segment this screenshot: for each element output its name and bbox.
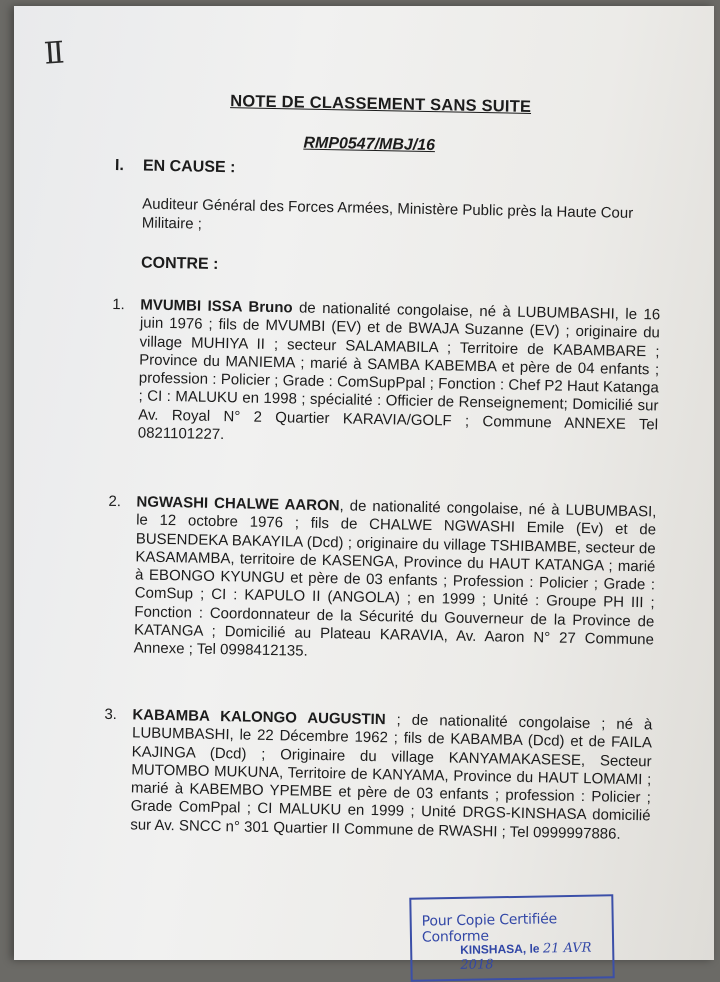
margin-mark: Ⅱ: [42, 35, 66, 72]
section-number: I.: [114, 156, 125, 175]
certification-stamp: [409, 894, 614, 982]
accused-entry: [130, 706, 652, 844]
accused-name: KABAMBA KALONGO AUGUSTIN: [132, 706, 386, 729]
stamp-date: 21 AVR 2018: [460, 940, 592, 973]
accused-details: de nationalité congolaise, né à LUBUMBASHI, le 16 juin 1976 ; fils de MVUMBI (EV) et de BWAJA Suzanne (EV) ; originaire du village MUHIYA II ; secteur SALAMABILA ; Territoire de KABAMBARE ; Province du MANIEMA ; marié à SAMBA KABEMBA et père de 04 enfants ; profession : Policier ; Grade : ComSupPpal ; Fonction : Chef P2 Haut Katanga ; CI : MALUKU en 1998 ; spécialité : Officier de Renseignement; Domicilié sur Av. Royal N° 2 Quartier KARAVIA/GOLF ; Commune ANNEXE Tel 0821101227.: [137, 299, 661, 444]
document-body: [14, 6, 714, 843]
accused-name: NGWASHI CHALWE AARON: [136, 493, 340, 515]
accused-details: , de nationalité congolaise, né à LUBUMBASI, le 12 octobre 1976 ; fils de CHALWE NGWASHI Emile (Ev) et de BUSENDEKA BAKAYILA (Dcd) ; originaire du village TSHIBAMBE, secteur de KASAMAMBA, territoire de KASENGA, Province du HAUT KATANGA ; marié à EBONGO KYUNGU et père de 03 enfants ; Profession : Policier ; Grade : ComSup ; CI : KAPULO II (ANGOLA) ; en 1999 ; Unité : Groupe PH III ; Fonction : Coordonnateur de la Sécurité du Gouverneur de la Province de KATANGA ; Domicilié au Plateau KARAVIA, Av. Aaron N° 27 Commune Annexe ; Tel 0998412135.: [133, 497, 657, 661]
accused-number: 1.: [112, 295, 125, 314]
accused-number: 3.: [104, 705, 118, 724]
accused-name: MVUMBI ISSA Bruno: [140, 296, 293, 317]
accused-entry: [138, 296, 661, 452]
document-title: NOTE DE CLASSEMENT SANS SUITE: [230, 92, 532, 116]
stamp-city: KINSHASA, le: [460, 941, 540, 957]
accused-details: ; de nationalité congolaise ; né à LUBUMBASHI, le 22 Décembre 1962 ; fils de KABAMBA (Dcd) et de FAILA KAJINGA (Dcd) ; Originaire du village KANYAMAKASESE, Secteur MUTOMBO MUKUNA, Territoire de KANYAMA, Province du HAUT LOMAMI ; marié à KABEMBO YPEMBE et père de 03 enfants ; profession : Policier ; Grade ComPpal ; CI MALUKU en 1999 ; Unité DRGS-KINSHASA domicilié sur Av. SNCC n° 301 Quartier II Commune de RWASHI ; Tel 0999997886.: [130, 711, 653, 843]
accused-number: 2.: [108, 492, 122, 511]
document-page: [14, 6, 714, 973]
plaintiff-party: Auditeur Général des Forces Armées, Ministère Public près la Haute Cour Militaire ;: [141, 195, 634, 233]
accused-entry: [134, 493, 657, 668]
stamp-location-date: [460, 940, 613, 973]
stamp-title: Pour Copie Certifiée Conforme: [421, 911, 558, 946]
section-label: EN CAUSE :: [142, 157, 236, 177]
against-label: CONTRE :: [140, 254, 219, 273]
document-reference: RMP0547/MBJ/16: [303, 134, 436, 155]
